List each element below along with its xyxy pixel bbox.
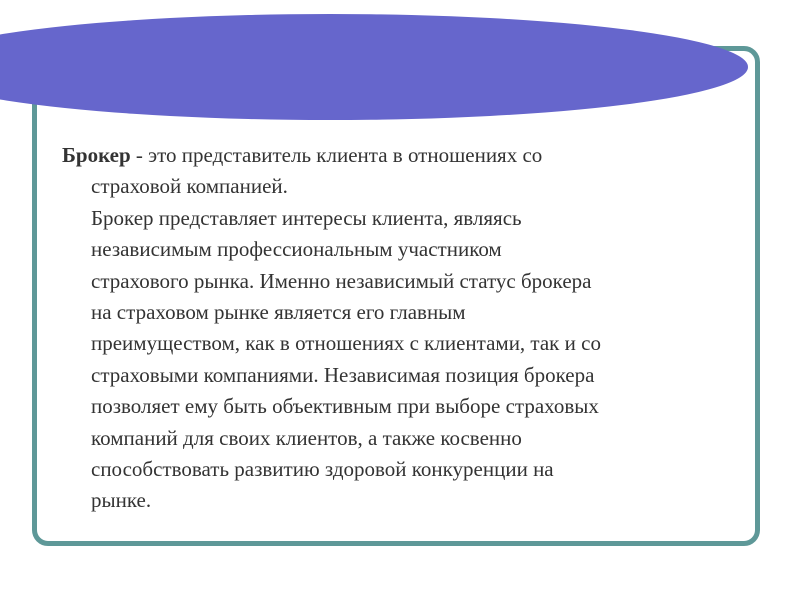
- text-line: компаний для своих клиентов, а также косвенно: [91, 425, 522, 450]
- banner-ellipse-shape: [0, 0, 800, 140]
- text-line: способствовать развитию здоровой конкуренции на: [91, 457, 554, 482]
- definition-term: Брокер: [62, 143, 131, 167]
- text-line: рынке.: [91, 488, 152, 513]
- text-line: страхового рынка. Именно независимый статус брокера: [91, 268, 592, 293]
- text-line: позволяет ему быть объективным при выборе страховых: [91, 394, 599, 419]
- text-line: независимым профессиональным участником: [91, 237, 502, 262]
- text-line: преимуществом, как в отношениях с клиентами, так и со: [91, 331, 601, 356]
- text-line: на страховом рынке является его главным: [91, 300, 466, 325]
- banner-ellipse: [0, 14, 748, 120]
- slide-content: [62, 140, 734, 517]
- text-line: Брокер представляет интересы клиента, являясь: [91, 205, 522, 230]
- text-line: страховыми компаниями. Независимая позиция брокера: [91, 362, 595, 387]
- text-line: страховой компанией.: [91, 174, 288, 199]
- title-banner: [0, 0, 800, 140]
- definition-paragraph: [62, 140, 734, 517]
- text-line: - это представитель клиента в отношениях со: [130, 143, 543, 167]
